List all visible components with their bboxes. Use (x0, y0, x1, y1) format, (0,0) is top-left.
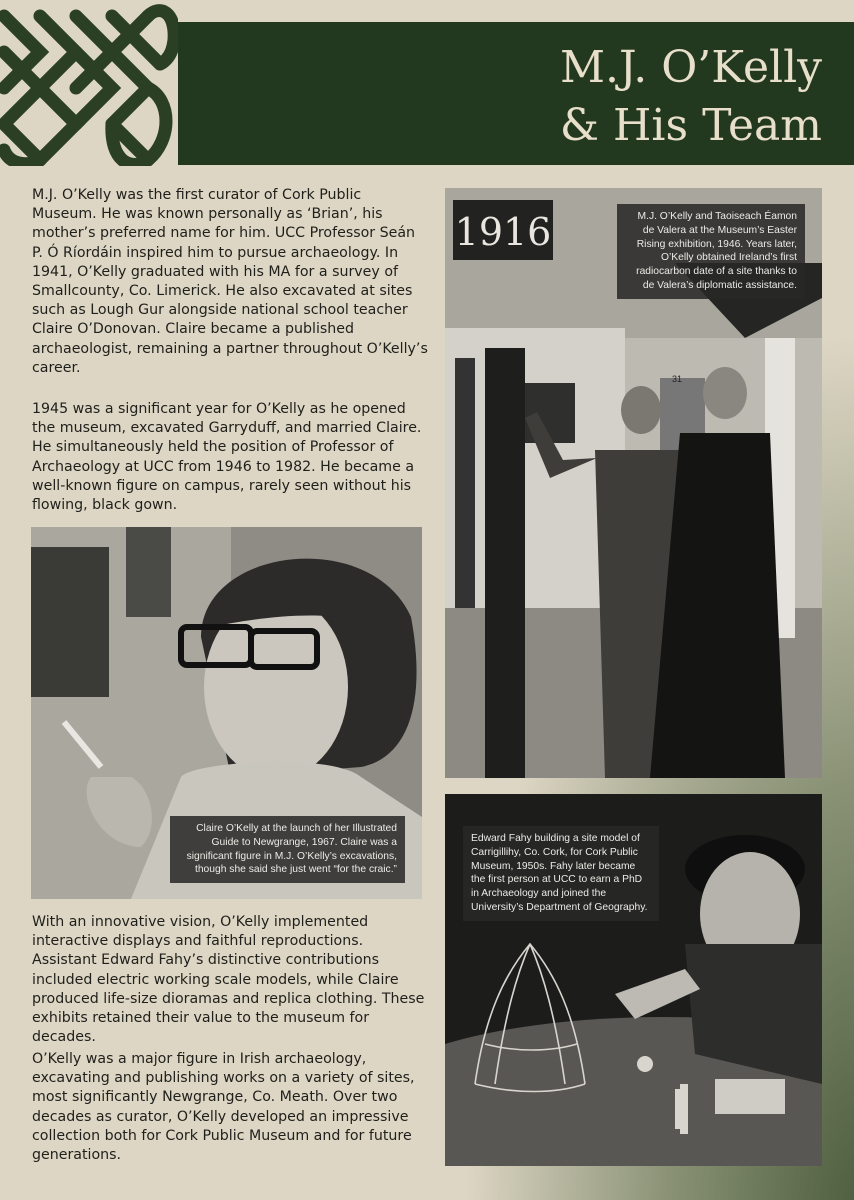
sign-31: 31 (671, 374, 683, 384)
photo-okelly-de-valera (445, 188, 822, 778)
page-title-line-2: & His Team (559, 100, 822, 151)
title-banner (178, 22, 854, 165)
photo-claire-okelly (31, 527, 422, 899)
celtic-knot-icon (0, 0, 178, 166)
photo-edward-fahy (445, 794, 822, 1166)
paragraph-innovation: With an innovative vision, O’Kelly implemented interactive displays and faithful reproductions. Assistant Edward Fahy’s distinctive contributions included electric working scale models, while Claire produced life-size dioramas and replica clothing. These exhibits retained their value to the museum for decades. (32, 914, 425, 1046)
paragraph-1945: 1945 was a significant year for O’Kelly as he opened the museum, excavated Garryduff, and married Claire. He simultaneously held the position of Professor of Archaeology at UCC from 1946 to 1982. He became a well-known figure on campus, rarely seen without his flowing, black gown. (32, 401, 422, 514)
sign-1916: 1916 (454, 210, 552, 254)
page-title-line-1: M.J. O’Kelly (559, 42, 822, 93)
caption-claire: Claire O’Kelly at the launch of her Illustrated Guide to Newgrange, 1967. Claire was a significant figure in M.J. O’Kelly’s excavations, though she said she just went “for the craic.” (170, 816, 405, 883)
caption-de-valera: M.J. O’Kelly and Taoiseach Éamon de Valera at the Museum’s Easter Rising exhibition, 1946. Years later, O’Kelly obtained Ireland’s first radiocarbon date of a site thanks to de Valera’s diplomatic assistance. (617, 204, 805, 299)
paragraph-intro: M.J. O’Kelly was the first curator of Cork Public Museum. He was known personally as ‘Brian’, his mother’s preferred name for him. UCC Professor Seán P. Ó Ríordáin inspired him to pursue archaeology. In 1941, O’Kelly graduated with his MA for a survey of Smallcounty, Co. Limerick. He also excavated at sites such as Lough Gur alongside national school teacher Claire O’Donovan. Claire became a published archaeologist, remaining a partner throughout O’Kelly’s career. (32, 187, 428, 376)
paragraph-legacy: O’Kelly was a major figure in Irish archaeology, excavating and publishing works on a variety of sites, most significantly Newgrange, Co. Meath. Over two decades as curator, O’Kelly developed an impressive collection both for Cork Public Museum and for future generations. (32, 1051, 415, 1164)
caption-fahy: Edward Fahy building a site model of Carrigillihy, Co. Cork, for Cork Public Museum, 1950s. Fahy later became the first person at UCC to earn a PhD in Archaeology and joined the University’s Department of Geography. (463, 826, 659, 921)
